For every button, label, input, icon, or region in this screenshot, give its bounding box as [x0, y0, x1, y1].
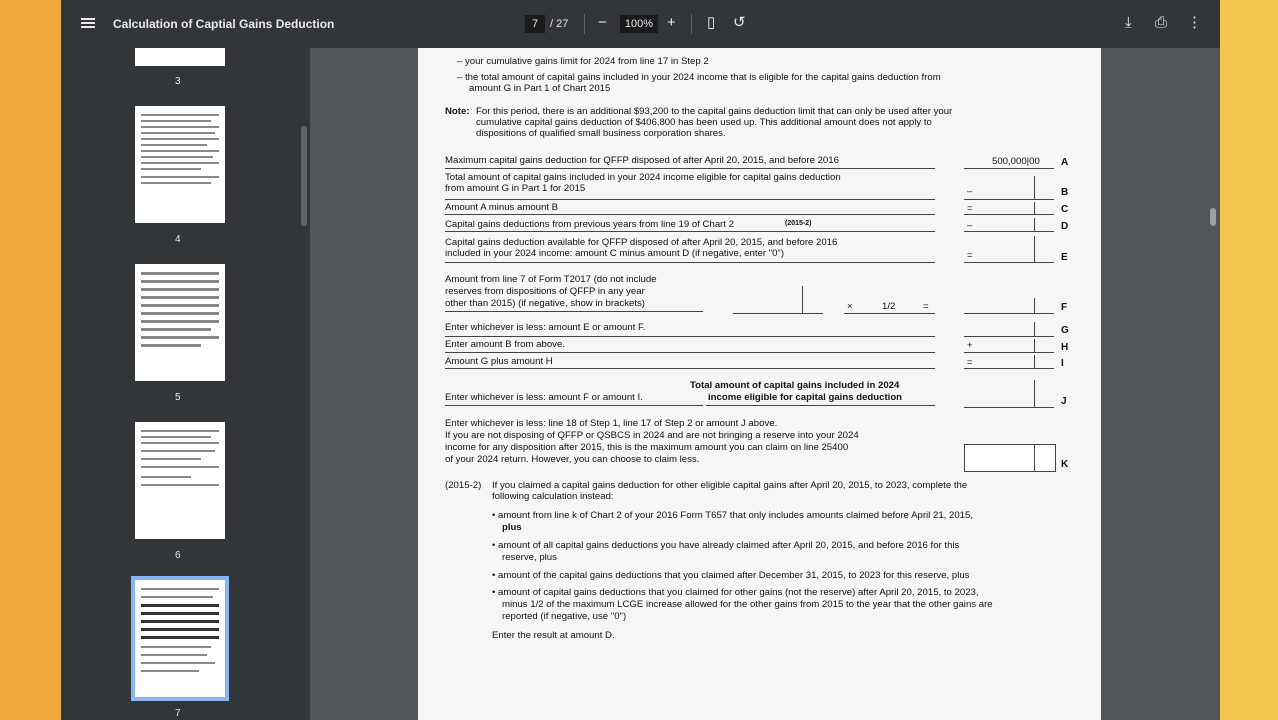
sidebar-scrollbar[interactable] [300, 48, 308, 720]
line-a-letter: A [1061, 157, 1069, 168]
note-text: For this period, there is an additional $93,200 to the capital gains deduction limit that can only be used after your [476, 106, 953, 117]
line-h-letter: H [1061, 342, 1069, 353]
thumbnail-page-5[interactable] [135, 264, 225, 381]
line-d-operator: – [967, 220, 973, 231]
footnote-bullet-cont: plus [502, 522, 522, 533]
rule [445, 311, 703, 312]
line-k-amount-box[interactable] [964, 444, 1056, 472]
line-b-text: from amount G in Part 1 for 2015 [445, 183, 586, 194]
line-c-operator: = [967, 203, 973, 214]
pdf-page [418, 48, 1101, 720]
note-label: Note: [445, 106, 470, 117]
note-text: cumulative capital gains deduction of $406,800 has been used up. This additional amount does not apply to [476, 117, 932, 128]
rule [445, 352, 935, 353]
footnote-text: following calculation instead: [492, 491, 614, 502]
amount-field[interactable] [733, 313, 823, 314]
cents-divider [1034, 176, 1035, 199]
amount-rule [964, 214, 1054, 215]
line-a-text: Maximum capital gains deduction for QFFP disposed of after April 20, 2015, and before 2016 [445, 155, 839, 166]
line-a-amount: 500,000|00 [992, 156, 1040, 167]
rule [445, 199, 935, 200]
rule [445, 336, 935, 337]
more-options-icon[interactable]: ⋮ [1187, 14, 1202, 31]
line-i-letter: I [1061, 358, 1064, 369]
zoom-out-button[interactable]: − [598, 14, 607, 31]
toolbar-divider [584, 14, 585, 34]
document-title: Calculation of Captial Gains Deduction [113, 17, 335, 31]
line-g-letter: G [1061, 325, 1069, 336]
thumbnail-sidebar [61, 48, 310, 720]
line-e-text: Capital gains deduction available for QFFP disposed of after April 20, 2015, and before 2016 [445, 237, 838, 248]
line-i-text: Amount G plus amount H [445, 356, 553, 367]
fit-page-icon[interactable]: ▯ [707, 14, 716, 31]
line-f-multiply: × [847, 301, 853, 312]
line-d-text: Capital gains deductions from previous years from line 19 of Chart 2 [445, 219, 735, 230]
zoom-input[interactable]: 100% [620, 15, 658, 33]
rule [445, 214, 935, 215]
cents-divider [1034, 380, 1035, 407]
line-e-letter: E [1061, 252, 1068, 263]
amount-rule [964, 352, 1054, 353]
thumbnail-number: 4 [175, 234, 181, 245]
amount-rule [964, 231, 1054, 232]
line-c-text: Amount A minus amount B [445, 202, 559, 213]
line-e-text: included in your 2024 income: amount C minus amount D (if negative, enter "0") [445, 248, 785, 259]
page-total: / 27 [550, 18, 569, 30]
amount-rule [964, 262, 1054, 263]
line-k-text: of your 2024 return. However, you can choose to claim less. [445, 454, 700, 465]
thumbnail-page-4[interactable] [135, 106, 225, 223]
line-k-text: If you are not disposing of QFFP or QSBCS in 2024 and are not bringing a reserve into your 2024 [445, 430, 859, 441]
line-k-letter: K [1061, 459, 1069, 470]
cents-divider [1034, 202, 1035, 214]
amount-rule [964, 168, 1054, 169]
zoom-in-button[interactable]: + [667, 14, 676, 31]
line-d-letter: D [1061, 221, 1069, 232]
rule [445, 168, 935, 169]
rule [445, 368, 935, 369]
footnote-tag: (2015-2) [445, 480, 482, 491]
cents-divider [802, 286, 803, 313]
footnote-closing: Enter the result at amount D. [492, 630, 615, 641]
line-b-letter: B [1061, 187, 1069, 198]
thumbnail-number: 7 [175, 708, 181, 719]
line-h-text: Enter amount B from above. [445, 339, 565, 350]
line-k-text: Enter whichever is less: line 18 of Step 1, line 17 of Step 2 or amount J above. [445, 418, 778, 429]
page-number-input[interactable]: 7 [525, 15, 545, 33]
footnote-bullet: • amount of the capital gains deductions that you claimed after December 31, 2015, to 2023 for this reserve, plus [492, 570, 970, 581]
rule [445, 405, 703, 406]
line-j-label: Total amount of capital gains included in 2024 [690, 380, 900, 391]
thumbnail-page-3[interactable] [135, 48, 225, 66]
amount-rule [964, 313, 1054, 314]
line-f-half: 1/2 [882, 301, 896, 312]
download-icon[interactable]: ⤓ [1125, 14, 1132, 31]
line-d-footnote-ref: (2015-2) [785, 220, 812, 227]
amount-rule [964, 368, 1054, 369]
rule [445, 262, 935, 263]
cents-divider [1034, 218, 1035, 231]
footnote-bullet-cont: minus 1/2 of the maximum LCGE increase allowed for the other gains from 2015 to the year that the other gains are [502, 599, 993, 610]
amount-rule [964, 336, 1054, 337]
footnote-bullet: • amount of all capital gains deductions you have already claimed after April 20, 2015, and before 2016 for this [492, 540, 960, 551]
line-i-operator: = [967, 357, 973, 368]
line-j-label: income eligible for capital gains deduction [708, 392, 903, 403]
line-k-text: income for any disposition after 2015, this is the maximum amount you can claim on line 25400 [445, 442, 849, 453]
print-icon[interactable]: ⎙ [1155, 14, 1168, 31]
footnote-bullet-cont: reserve, plus [502, 552, 557, 563]
document-scrollbar[interactable] [1208, 48, 1218, 720]
intro-bullet-2: – the total amount of capital gains included in your 2024 income that is eligible for the capital gains deduction from [457, 72, 941, 83]
line-f-letter: F [1061, 302, 1068, 313]
footnote-text: If you claimed a capital gains deduction for other eligible capital gains after April 20, 2015, to 2023, complete the [492, 480, 968, 491]
cents-divider [1034, 298, 1035, 313]
line-b-operator: – [967, 186, 973, 197]
line-g-text: Enter whichever is less: amount E or amount F. [445, 322, 646, 333]
footnote-bullet-cont: reported (if negative, use "0") [502, 611, 627, 622]
footnote-bullet: • amount from line k of Chart 2 of your 2016 Form T657 that only includes amounts claimed before April 21, 2015, [492, 510, 973, 521]
thumbnail-page-6[interactable] [135, 422, 225, 539]
toolbar [61, 0, 1220, 48]
thumbnail-number: 3 [175, 76, 181, 87]
rotate-icon[interactable]: ↺ [733, 14, 746, 31]
line-f-text: Amount from line 7 of Form T2017 (do not include [445, 274, 657, 285]
cents-divider [1034, 236, 1035, 262]
note-text: dispositions of qualified small business corporation shares. [476, 128, 726, 139]
thumbnail-number: 5 [175, 392, 181, 403]
amount-rule [964, 199, 1054, 200]
amount-rule [964, 407, 1054, 408]
footnote-bullet: • amount of capital gains deductions that you claimed for other gains (not the reserve) after April 20, 2015, to 2023, [492, 587, 979, 598]
line-j-text: Enter whichever is less: amount F or amount I. [445, 392, 643, 403]
line-e-operator: = [967, 250, 973, 261]
thumbnail-page-7[interactable] [135, 580, 225, 697]
intro-bullet-1: – your cumulative gains limit for 2024 from line 17 in Step 2 [457, 56, 709, 67]
toolbar-divider [691, 14, 692, 34]
rule [445, 231, 935, 232]
rule [706, 405, 935, 406]
intro-bullet-2-cont: amount G in Part 1 of Chart 2015 [469, 83, 611, 94]
cents-divider [1034, 444, 1035, 472]
line-b-text: Total amount of capital gains included in your 2024 income eligible for capital gains deduction [445, 172, 841, 183]
line-f-text: other than 2015) (if negative, show in brackets) [445, 298, 645, 309]
line-c-letter: C [1061, 204, 1069, 215]
line-f-text: reserves from dispositions of QFFP in any year [445, 286, 645, 297]
cents-divider [1034, 322, 1035, 336]
pdf-viewer [61, 0, 1220, 720]
menu-icon[interactable] [81, 16, 95, 30]
cents-divider [1034, 355, 1035, 368]
thumbnail-number: 6 [175, 550, 181, 561]
cents-divider [1034, 339, 1035, 352]
line-h-operator: + [967, 340, 973, 351]
rule [844, 313, 935, 314]
line-f-equals: = [923, 301, 929, 312]
line-j-letter: J [1061, 396, 1067, 407]
